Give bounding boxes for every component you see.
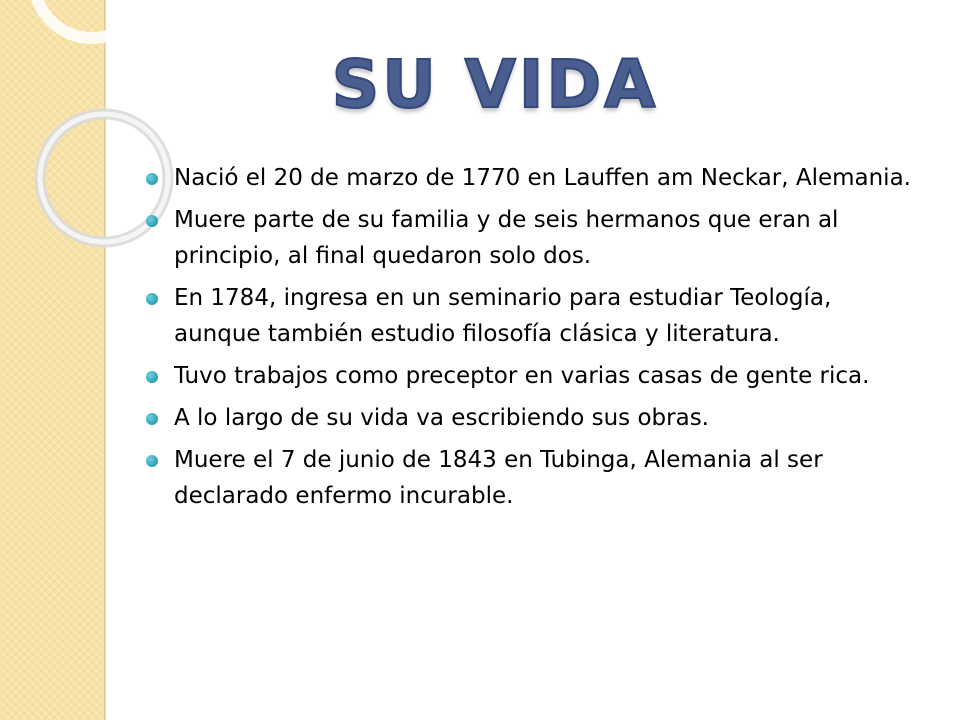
bullet-dot-icon bbox=[146, 173, 158, 185]
bullet-item bbox=[140, 280, 920, 352]
bullet-item bbox=[140, 358, 920, 394]
bullet-dot-icon bbox=[146, 293, 158, 305]
bullet-text: A lo largo de su vida va escribiendo sus obras. bbox=[174, 405, 709, 431]
bullet-item bbox=[140, 400, 920, 436]
bullet-dot-icon bbox=[146, 215, 158, 227]
bullet-dot-icon bbox=[146, 413, 158, 425]
bullet-text: Muere el 7 de junio de 1843 en Tubinga, Alemania al ser declarado enfermo incurable. bbox=[174, 447, 823, 509]
bullet-dot-icon bbox=[146, 455, 158, 467]
bullet-text: Tuvo trabajos como preceptor en varias casas de gente rica. bbox=[174, 363, 870, 389]
bullet-item bbox=[140, 442, 920, 514]
bullet-text: Nació el 20 de marzo de 1770 en Lauffen am Neckar, Alemania. bbox=[174, 165, 911, 191]
bullet-dot-icon bbox=[146, 371, 158, 383]
bullet-text: En 1784, ingresa en un seminario para estudiar Teología, aunque también estudio filosofía clásica y literatura. bbox=[174, 285, 832, 347]
bullet-list bbox=[140, 160, 920, 520]
slide-title: SU VIDA bbox=[331, 46, 659, 123]
bullet-item bbox=[140, 202, 920, 274]
bullet-text: Muere parte de su familia y de seis hermanos que eran al principio, al final quedaron solo dos. bbox=[174, 207, 839, 269]
bullet-item bbox=[140, 160, 920, 196]
